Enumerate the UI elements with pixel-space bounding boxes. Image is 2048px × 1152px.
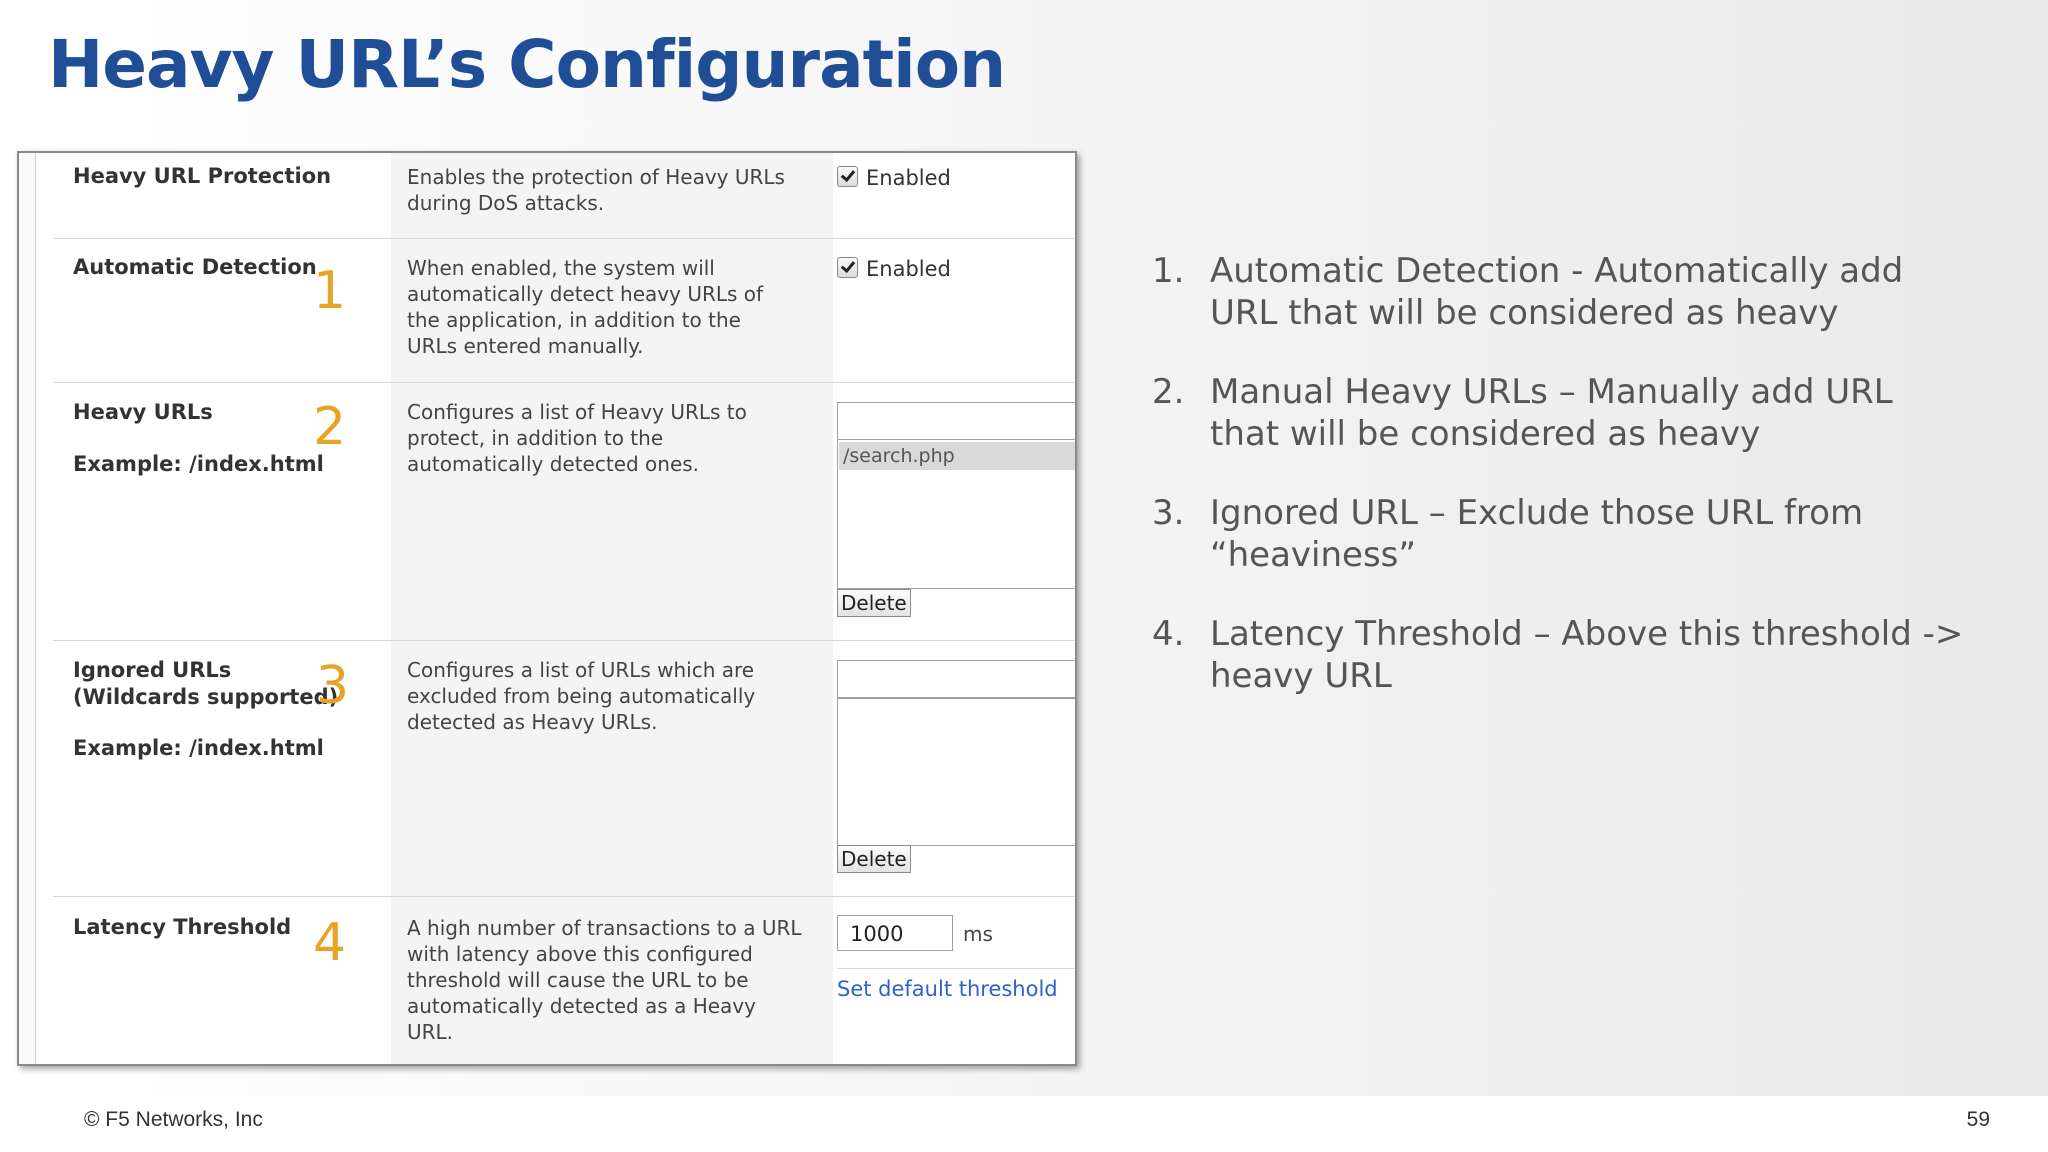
latency-threshold-label: Latency Threshold xyxy=(73,915,292,939)
heavy-url-protection-option[interactable] xyxy=(837,166,951,190)
note-item xyxy=(1152,371,1972,455)
note-number: 1. xyxy=(1152,251,1185,291)
set-default-threshold-link[interactable]: Set default threshold xyxy=(837,977,1058,1001)
latency-threshold-description: A high number of transactions to a URL with latency above this configured threshold will cause the URL to be automatically detected as a Heavy URL. xyxy=(407,916,802,1044)
latency-threshold-input[interactable]: 1000 xyxy=(837,915,953,951)
heavy-urls-delete-button[interactable]: Delete xyxy=(837,589,911,617)
heavy-urls-label: Heavy URLs xyxy=(73,400,213,424)
note-text: Manual Heavy URLs – Manually add URL that will be considered as heavy xyxy=(1210,372,1893,454)
note-item xyxy=(1152,250,1972,334)
ignored-url-input[interactable] xyxy=(837,660,1077,698)
page-number: 59 xyxy=(1966,1108,1990,1131)
heavy-url-protection-label: Heavy URL Protection xyxy=(73,164,332,188)
heavy-url-input[interactable] xyxy=(837,402,1077,440)
row-divider xyxy=(837,968,1075,969)
heavy-url-protection-description: Enables the protection of Heavy URLs during DoS attacks. xyxy=(407,165,785,215)
heavy-urls-description: Configures a list of Heavy URLs to protect, in addition to the automatically detected ones. xyxy=(407,400,747,476)
automatic-detection-option[interactable] xyxy=(837,257,951,281)
note-text: Ignored URL – Exclude those URL from “heaviness” xyxy=(1210,493,1864,575)
ignored-urls-description: Configures a list of URLs which are excluded from being automatically detected as Heavy URLs. xyxy=(407,658,756,734)
step-number-3: 3 xyxy=(316,656,350,716)
heavy-urls-example: Example: /index.html xyxy=(73,452,324,476)
ignored-urls-list[interactable] xyxy=(837,698,1077,846)
latency-unit: ms xyxy=(963,922,993,946)
note-number: 4. xyxy=(1152,614,1185,654)
row-divider xyxy=(53,896,1075,897)
note-item xyxy=(1152,613,1972,697)
note-text: Latency Threshold – Above this threshold -> heavy URL xyxy=(1210,614,1964,696)
note-text: Automatic Detection - Automatically add URL that will be considered as heavy xyxy=(1210,251,1904,333)
heavy-url-protection-checkbox-label: Enabled xyxy=(866,166,951,190)
note-number: 3. xyxy=(1152,493,1185,533)
row-divider xyxy=(53,640,1075,641)
config-panel xyxy=(17,151,1077,1066)
list-item[interactable]: /search.php xyxy=(839,442,1077,470)
footer xyxy=(0,1096,2048,1152)
row-divider xyxy=(53,238,1075,239)
ignored-urls-label: Ignored URLs (Wildcards supported) xyxy=(73,658,339,709)
note-number: 2. xyxy=(1152,372,1185,412)
automatic-detection-description: When enabled, the system will automatically detect heavy URLs of the application, in addition to the URLs entered manually. xyxy=(407,256,764,358)
step-number-1: 1 xyxy=(313,261,347,321)
automatic-detection-checkbox-label: Enabled xyxy=(866,257,951,281)
notes-list xyxy=(1152,250,1972,734)
note-item xyxy=(1152,492,1972,576)
slide-title: Heavy URL’s Configuration xyxy=(48,26,1006,103)
ignored-urls-example: Example: /index.html xyxy=(73,736,324,760)
step-number-4: 4 xyxy=(313,913,347,973)
automatic-detection-label: Automatic Detection xyxy=(73,255,317,279)
panel-left-edge xyxy=(19,153,36,1064)
heavy-url-protection-checkbox[interactable] xyxy=(837,166,858,187)
ignored-urls-delete-button[interactable]: Delete xyxy=(837,845,911,873)
step-number-2: 2 xyxy=(313,397,347,457)
row-divider xyxy=(53,382,1075,383)
copyright: © F5 Networks, Inc xyxy=(84,1108,263,1131)
heavy-urls-list[interactable] xyxy=(837,439,1077,589)
automatic-detection-checkbox[interactable] xyxy=(837,257,858,278)
